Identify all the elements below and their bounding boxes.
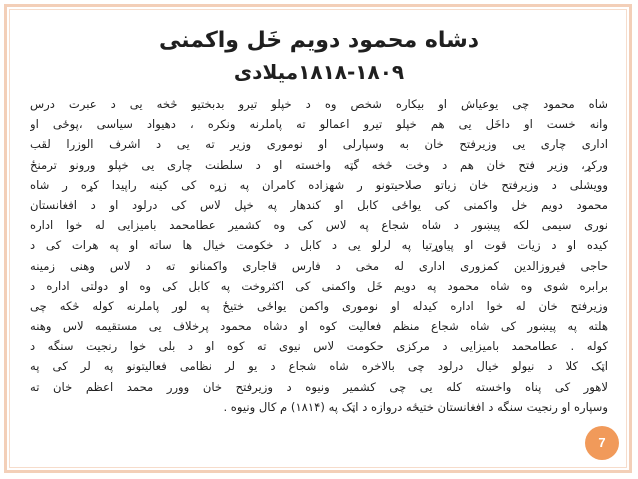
body-line: هلته په پیښور کی شاه شجاع منظم فعالیت کوه او دشاه محمود پرخلاف یی مستقیمه لاس وهنه	[30, 319, 608, 334]
body-line: اټک کلا د نیولو خیال درلود چی بالاخره شاه شجاع د یو لر نظامی فعالیتونو په لر کی په	[30, 359, 608, 374]
body-line: محمود دویم خل واکمنی کی یواځی کابل او کندهار په خپل لاس کی درلود او د افغانستان	[30, 197, 608, 212]
body-line: حاجی فیروزالدین کمزوری اداری له مخی د فارس قاجاری واکمنانو ته د لاس وهنی زمینه	[30, 258, 608, 273]
body-line: وویشلی د وزیرفتح خان زیاتو صلاحیتونو ر شهزاده کامران په زړه کی کینه راپیدا کړه ر شاه	[30, 177, 608, 192]
body-line: اداری چاری یی وزیرفتح خان به وسپارلی او نوموری وزیر ته یی د اشرف الوزرا لقب	[30, 137, 608, 152]
body-line: ورکړ، وزیر فتح خان هم د وخت څخه گټه واخسته او د سلطنت چاری یی خپلو ورونو ترمنځ	[30, 157, 608, 172]
body-line: وانه خست او داخَل یی هم خپلو تیرو اعمالو ته پاملرنه ونکره ، دهیواد سیاسی ،پوځی او	[30, 117, 608, 132]
body-text	[30, 94, 608, 417]
slide-subtitle: ۱۸۱۸-۱۸۰۹میلادی	[233, 60, 405, 84]
body-line: کوله . عطامحمد بامیزایی د مرکزی حکومت لاس نیوی ته کوه او د بلی خوا رنجیت سنگه د	[30, 339, 608, 354]
body-line: برابره شوی وه شاه محمود په دویم خَل واکمنی کی اکثروخت په کابل کی وه او دولتی اداره د	[30, 278, 608, 293]
body-line: وسپاره او رنجیت سنگه د افغانستان ختیځه دروازه د اټک په (۱۸۱۴) م کال ونیوه .	[223, 399, 608, 414]
page-number-badge: 7	[585, 426, 619, 460]
body-line: لاهور کی پناه واخسته کله یی چی کشمیر ونیوه د وزیرفتح خان وورر محمد اعظم خان ته	[30, 379, 608, 394]
body-line: وزیرفتح خان له خوا اداره کیدله او نوموری واکمن یواځی ختیځ په لور پاملرنه کوله څکه چی	[30, 298, 608, 313]
slide-title: دشاه محمود دویم خَل واکمنی	[158, 28, 480, 53]
body-line: نوری سیمی لکه پیښور د شاه شجاع په لاس کی وه کشمیر عطامحمد بامیزایی له خوا اداره	[30, 218, 608, 233]
body-line: شاه محمود چی یوعیاش او بیکاره شخص وه د خپلو تیرو بدبختیو څخه یی د عبرت درس	[30, 97, 608, 111]
body-line: کیده او د زیات قوت او پیاوړتیا په لرلو یی د کابل د خکومت خیال ها ساته او په هرات کی د	[30, 238, 608, 253]
